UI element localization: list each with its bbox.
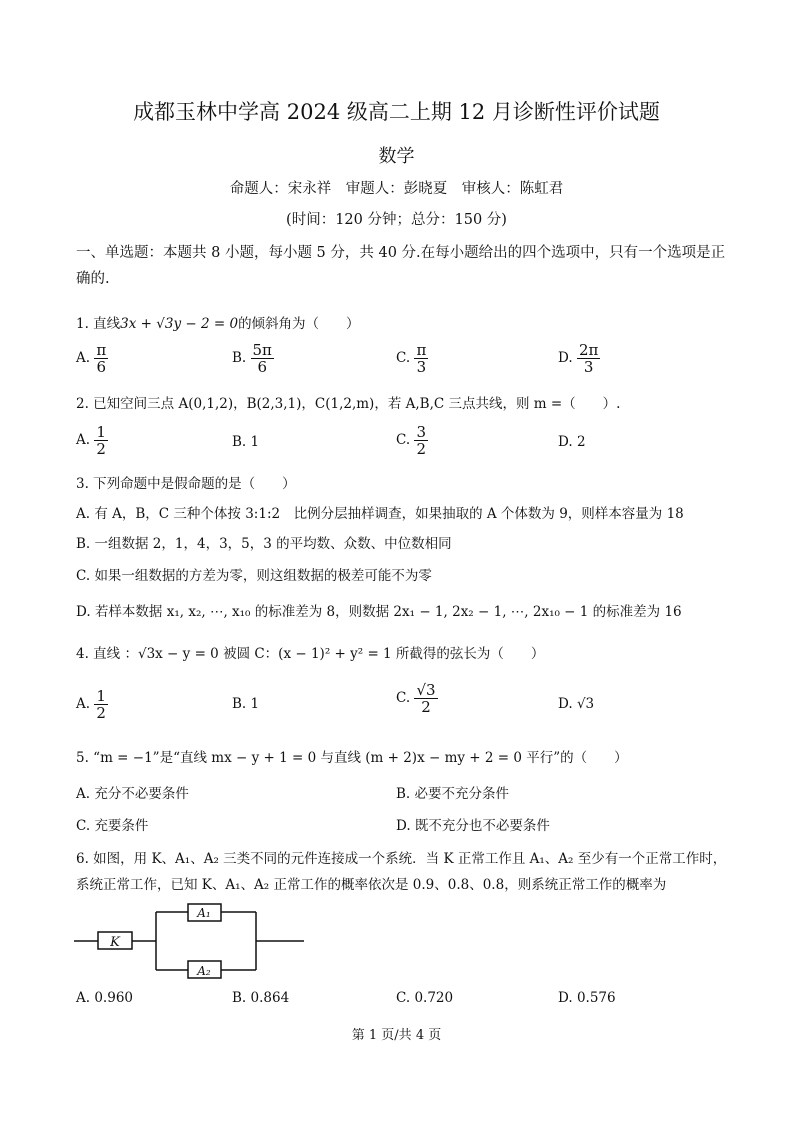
fraction-numerator: 1 [96,423,106,441]
fraction-denominator: 3 [416,358,427,376]
option-label: C. [76,568,91,584]
option-label: D. [558,434,573,450]
option-text: 0.960 [94,990,133,1006]
fraction-denominator: 2 [96,704,106,722]
fraction [577,342,600,375]
question-4-stem: 4. 直线 ：√3x − y = 0 被圆 C：(x − 1)² + y² = 1 所截得的弦长为（ ） [76,646,545,662]
option-label: D. [558,350,573,366]
q6-option-d[interactable] [558,990,616,1006]
option-text: 0.576 [576,990,616,1006]
q6-option-a[interactable] [76,990,133,1006]
option-label: C. [396,350,411,366]
q1-stem-pre: 1. 直线 [76,316,121,332]
fraction [94,688,108,721]
fraction-denominator: 3 [583,358,594,376]
fraction-denominator: 6 [96,358,107,376]
option-label: A. [76,350,91,366]
page-footer: 第 1 页/共 4 页 [351,1028,442,1043]
option-label: B. [232,696,247,712]
option-text: 0.864 [250,990,290,1006]
option-label: B. [232,434,247,450]
option-label: B. [232,990,247,1006]
q4-option-c[interactable] [396,682,438,715]
exam-title: 成都玉林中学高 2024 级高二上期 12 月诊断性评价试题 [133,100,660,124]
fraction-numerator: √3 [416,681,436,699]
circuit-diagram [70,898,310,982]
q5-option-c[interactable] [76,814,148,834]
option-text: 充分不必要条件 [94,786,189,802]
fraction [94,342,108,375]
option-label: C. [76,818,91,834]
option-text: 一组数据 2，1，4，3，5，3 的平均数、众数、中位数相同 [94,536,452,552]
option-label: D. [558,990,573,1006]
fraction-numerator: π [416,341,427,359]
q6-option-c[interactable] [396,990,453,1006]
option-text: 如果一组数据的方差为零，则这组数据的极差可能不为零 [94,568,432,584]
component-k-label: K [110,935,120,950]
option-text: 0.720 [414,990,454,1006]
option-text: 既不充分也不必要条件 [414,818,550,834]
q3-option-c[interactable] [76,564,432,584]
fraction [414,682,437,715]
option-label: A. [76,786,91,802]
q1-option-a[interactable] [76,342,108,375]
q3-option-b[interactable] [76,532,452,552]
q1-option-d[interactable] [558,342,600,375]
option-label: A. [76,506,91,522]
fraction-numerator: π [96,341,107,359]
q1-option-b[interactable] [232,342,274,375]
q4-option-b[interactable] [232,696,259,712]
question-6-stem: 6. 如图，用 K、A₁、A₂ 三类不同的元件连接成一个系统．当 K 正常工作且 A₁、A₂ 至少有一个正常工作时，系统正常工作，已知 K、A₁、A₂ 正常工作的概率依次是 0.9、0.8、0.8，则系统正常工作的概率为 [76,851,727,893]
q6-option-b[interactable] [232,990,289,1006]
time-info: (时间：120 分钟；总分：150 分) [286,212,507,228]
option-text: √3 [576,696,595,712]
question-2-stem: 2. 已知空间三点 A(0,1,2)，B(2,3,1)，C(1,2,m)，若 A,B,C 三点共线，则 m =（ ）. [76,396,621,412]
option-text: 2 [576,434,586,450]
fraction-denominator: 2 [96,440,106,458]
question-1-stem [76,312,360,332]
option-label: D. [558,696,573,712]
q3-option-a[interactable] [76,502,684,522]
q2-option-b[interactable] [232,434,259,450]
q4-option-d[interactable] [558,696,594,712]
option-label: C. [396,690,411,706]
subject-heading: 数学 [378,146,415,167]
option-text: 充要条件 [94,818,149,834]
setters-line: 命题人：宋永祥 审题人：彭晓夏 审核人：陈虹君 [229,181,564,197]
option-text: 1 [250,696,260,712]
option-label: C. [396,990,411,1006]
option-text: 1 [250,434,260,450]
fraction-numerator: 5π [252,341,272,359]
q2-option-d[interactable] [558,434,586,450]
section-heading: 一、单选题：本题共 8 小题，每小题 5 分，共 40 分.在每小题给出的四个选项中，只有一个选项是正确的. [76,245,726,287]
option-label: C. [396,432,411,448]
q2-option-c[interactable] [396,424,428,457]
q1-option-c[interactable] [396,342,428,375]
fraction [414,424,428,457]
question-3-stem: 3. 下列命题中是假命题的是（ ） [76,476,296,492]
option-label: B. [396,786,411,802]
fraction-denominator: 6 [257,358,267,376]
fraction-numerator: 3 [416,423,426,441]
fraction-denominator: 2 [421,698,431,716]
q5-option-a[interactable] [76,782,189,802]
option-label: A. [76,990,91,1006]
option-label: D. [76,604,91,620]
q1-stem-math: 3x + √3y − 2 = 0 [120,316,239,332]
fraction-numerator: 1 [96,687,106,705]
option-label: D. [396,818,411,834]
fraction [94,424,108,457]
fraction-numerator: 2π [578,341,599,359]
q4-option-a[interactable] [76,688,108,721]
option-text: 若样本数据 x₁, x₂, ⋯, x₁₀ 的标准差为 8，则数据 2x₁ − 1, 2x₂ − 1, ⋯, 2x₁₀ − 1 的标准差为 16 [94,604,682,620]
option-text: 必要不充分条件 [414,786,510,802]
question-5-stem: 5. “m = −1”是“直线 mx − y + 1 = 0 与直线 (m + 2)x − my + 2 = 0 平行”的（ ） [76,750,628,766]
fraction [251,342,274,375]
q1-stem-post: 的倾斜角为（ ） [238,316,360,332]
option-text: 有 A，B，C 三种个体按 3:1:2 比例分层抽样调查，如果抽取的 A 个体数为 9，则样本容量为 18 [94,506,684,522]
fraction-denominator: 2 [416,440,426,458]
q5-option-d[interactable] [396,814,550,834]
component-a1-label: A₁ [197,906,211,920]
fraction [414,342,428,375]
component-a2-label: A₂ [197,964,211,978]
q3-option-d[interactable] [76,600,682,620]
option-label: B. [76,536,91,552]
q2-option-a[interactable] [76,424,108,457]
option-label: A. [76,696,91,712]
option-label: A. [76,432,91,448]
option-label: B. [232,350,247,366]
q5-option-b[interactable] [396,782,509,802]
